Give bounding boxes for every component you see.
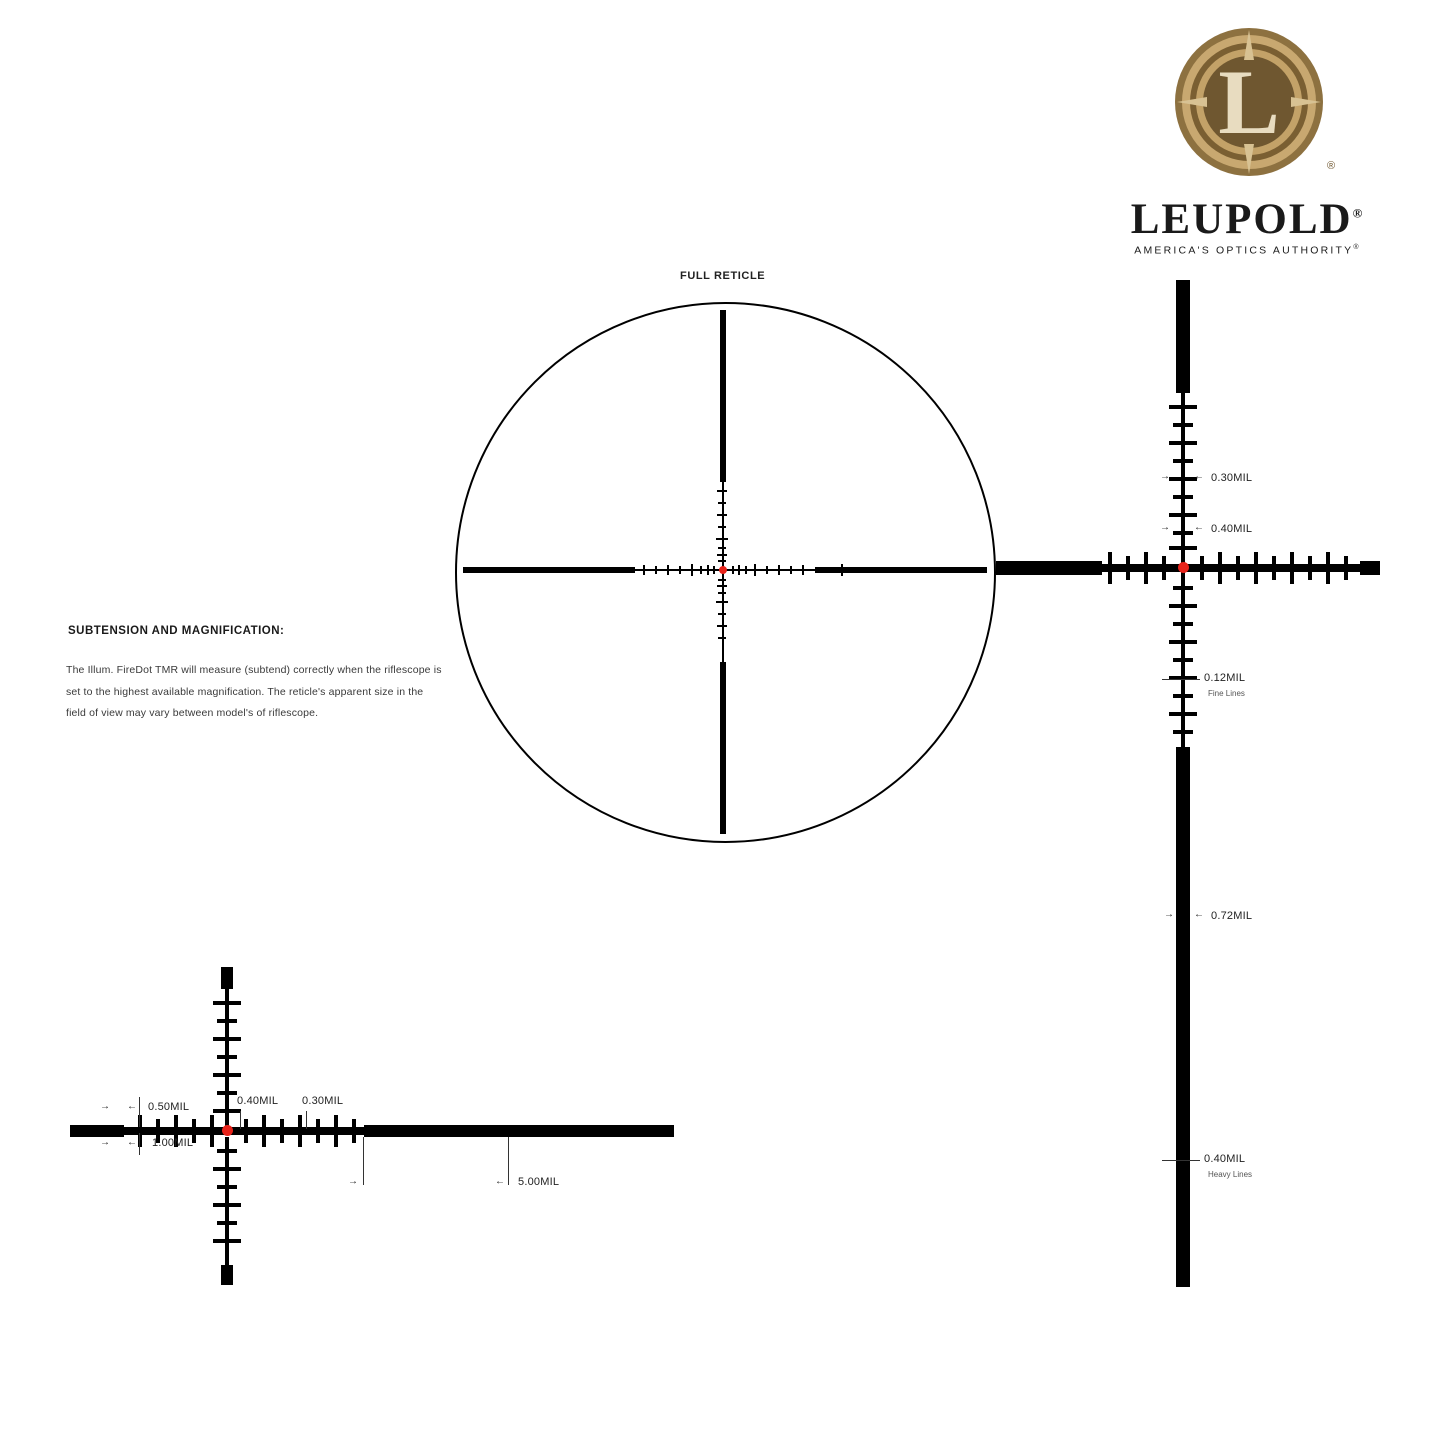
full-reticle-diagram (455, 302, 1000, 847)
callout-label-1: 0.40MIL (1211, 523, 1253, 535)
bd-leader-100a (139, 1133, 140, 1155)
bd-post-top (221, 967, 233, 989)
bd-arrowleft-050: ← (127, 1101, 137, 1112)
leupold-wordmark (1075, 198, 1420, 241)
bd-label-030: 0.30MIL (302, 1095, 344, 1107)
callout-leader-012 (1162, 679, 1200, 680)
bd-label-050: 0.50MIL (148, 1101, 190, 1113)
callout-label-3: 0.72MIL (1211, 910, 1253, 922)
vertical-subtension-detail (1100, 280, 1410, 1290)
bd-fine-vertical-upper (225, 989, 229, 1129)
wordmark-text: LEUPOLD (1130, 196, 1353, 243)
bd-arrowleft-500: ← (495, 1176, 505, 1187)
detail-post-bottom (1176, 747, 1190, 1287)
registered-mark: ® (1327, 160, 1336, 172)
bd-arrowleft-100: ← (127, 1137, 137, 1148)
detail-horizontal-right-post (1360, 561, 1380, 575)
callout-arrowleft-072: ← (1194, 909, 1204, 920)
tagline-reg: ® (1353, 244, 1361, 251)
callout-arrowleft-040: ← (1194, 522, 1204, 533)
bd-leader-030 (306, 1111, 307, 1129)
bd-arrow-100: → (100, 1137, 110, 1148)
bd-label-500: 5.00MIL (518, 1176, 560, 1188)
detail-horizontal-left-post (996, 561, 1102, 575)
bd-leader-500a (363, 1137, 364, 1185)
detail-post-top (1176, 280, 1190, 393)
bd-arrow-050: → (100, 1101, 110, 1112)
callout-arrowleft-030: ← (1194, 471, 1204, 482)
subtension-heading: SUBTENSION AND MAGNIFICATION: (68, 625, 285, 637)
subtension-body: The Illum. FireDot TMR will measure (subtend) correctly when the riflescope is set to the highest available magnification. The reticle's apparent size in the field of view may vary between model's of riflescope. (66, 664, 442, 720)
callout-label-2: 0.12MIL (1204, 672, 1246, 684)
wordmark-reg: ® (1352, 205, 1365, 221)
bd-label-100: 1.00MIL (152, 1137, 194, 1149)
bd-leader-050a (139, 1097, 140, 1127)
callout-sub-4: Heavy Lines (1208, 1170, 1253, 1179)
callout-arrow-072: → (1164, 909, 1174, 920)
detail-firedot-center (1178, 562, 1189, 573)
bd-horizontal-left-post (70, 1125, 124, 1137)
leupold-tagline (1075, 244, 1420, 257)
full-reticle-title: FULL RETICLE (680, 270, 766, 282)
medallion-letter: L (1218, 51, 1280, 153)
callout-label-0: 0.30MIL (1211, 472, 1253, 484)
bd-post-bottom (221, 1265, 233, 1285)
bd-arrow-500: → (348, 1176, 358, 1187)
bd-horizontal-right-post (364, 1125, 674, 1137)
firedot-center (719, 566, 727, 574)
bd-label-040: 0.40MIL (237, 1095, 279, 1107)
callout-sub-2: Fine Lines (1208, 689, 1245, 698)
callout-leader-040heavy (1162, 1160, 1200, 1161)
leupold-logo (1075, 20, 1420, 257)
tagline-text: AMERICA'S OPTICS AUTHORITY (1134, 244, 1354, 257)
reticle-post-bottom (720, 662, 726, 834)
callout-arrow-030: → (1160, 471, 1170, 482)
bd-leader-500b (508, 1137, 509, 1185)
callout-arrow-040: → (1160, 522, 1170, 533)
bd-fine-vertical-lower (225, 1137, 229, 1265)
horizontal-subtension-detail (70, 965, 710, 1285)
callout-label-4: 0.40MIL (1204, 1153, 1246, 1165)
bd-firedot-center (222, 1125, 233, 1136)
leupold-medallion-icon (1175, 28, 1323, 176)
reticle-post-top (720, 310, 726, 482)
bd-leader-040 (240, 1111, 241, 1129)
reticle-post-left (463, 567, 635, 573)
